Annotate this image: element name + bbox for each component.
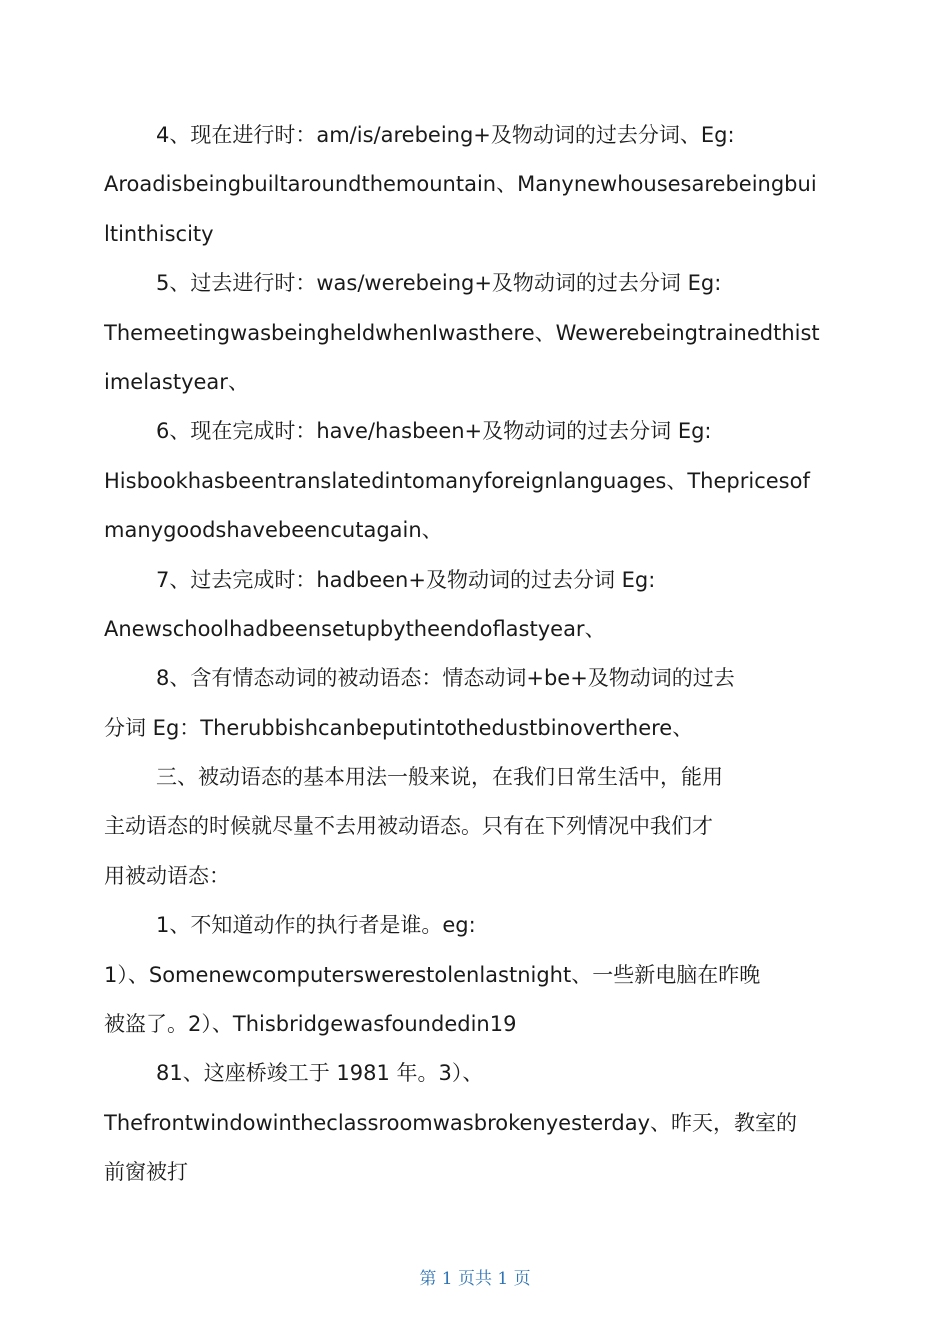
text-line: Anewschoolhadbeensetupbytheendoflastyear、 — [104, 616, 606, 641]
text-line: 81、这座桥竣工于 1981 年。3）、 — [156, 1061, 484, 1086]
text-line: 分词 Eg：Therubbishcanbeputintothedustbinoverthere、 — [104, 715, 694, 740]
text-line: 三、被动语态的基本用法一般来说，在我们日常生活中，能用 — [156, 765, 723, 790]
text-line: 前窗被打 — [104, 1160, 188, 1185]
text-line: ltinthiscity — [104, 221, 214, 246]
text-line: imelastyear、 — [104, 369, 249, 394]
text-line: 8、含有情态动词的被动语态：情态动词+be+及物动词的过去 — [156, 666, 735, 691]
text-line: 1、不知道动作的执行者是谁。eg: — [156, 913, 476, 938]
text-line: 5、过去进行时：was/werebeing+及物动词的过去分词 Eg: — [156, 271, 722, 296]
text-line: 1）、Somenewcomputerswerestolenlastnight、一些新电脑在昨晚 — [104, 962, 761, 987]
text-line: Aroadisbeingbuiltaroundthemountain、Manynewhousesarebeingbui — [104, 172, 817, 197]
text-line: 用被动语态： — [104, 863, 230, 888]
text-line: 主动语态的时候就尽量不去用被动语态。只有在下列情况中我们才 — [104, 814, 713, 839]
text-line: Thefrontwindowintheclassroomwasbrokenyesterday、昨天，教室的 — [104, 1110, 798, 1135]
text-line: 7、过去完成时：hadbeen+及物动词的过去分词 Eg: — [156, 567, 656, 592]
text-line: Hisbookhasbeentranslatedintomanyforeignlanguages、Thepricesof — [104, 468, 810, 493]
text-line: 6、现在完成时：have/hasbeen+及物动词的过去分词 Eg: — [156, 419, 712, 444]
text-line: 被盗了。2）、Thisbridgewasfoundedin19 — [104, 1012, 517, 1037]
text-line: 4、现在进行时：am/is/arebeing+及物动词的过去分词、Eg: — [156, 123, 735, 147]
text-line: ThemeetingwasbeingheldwhenIwasthere、Wewerebeingtrainedthist — [104, 320, 820, 345]
document-body — [104, 111, 842, 1198]
text-line: manygoodshavebeencutagain、 — [104, 518, 443, 543]
page-footer: 第 1 页共 1 页 — [419, 1269, 531, 1289]
